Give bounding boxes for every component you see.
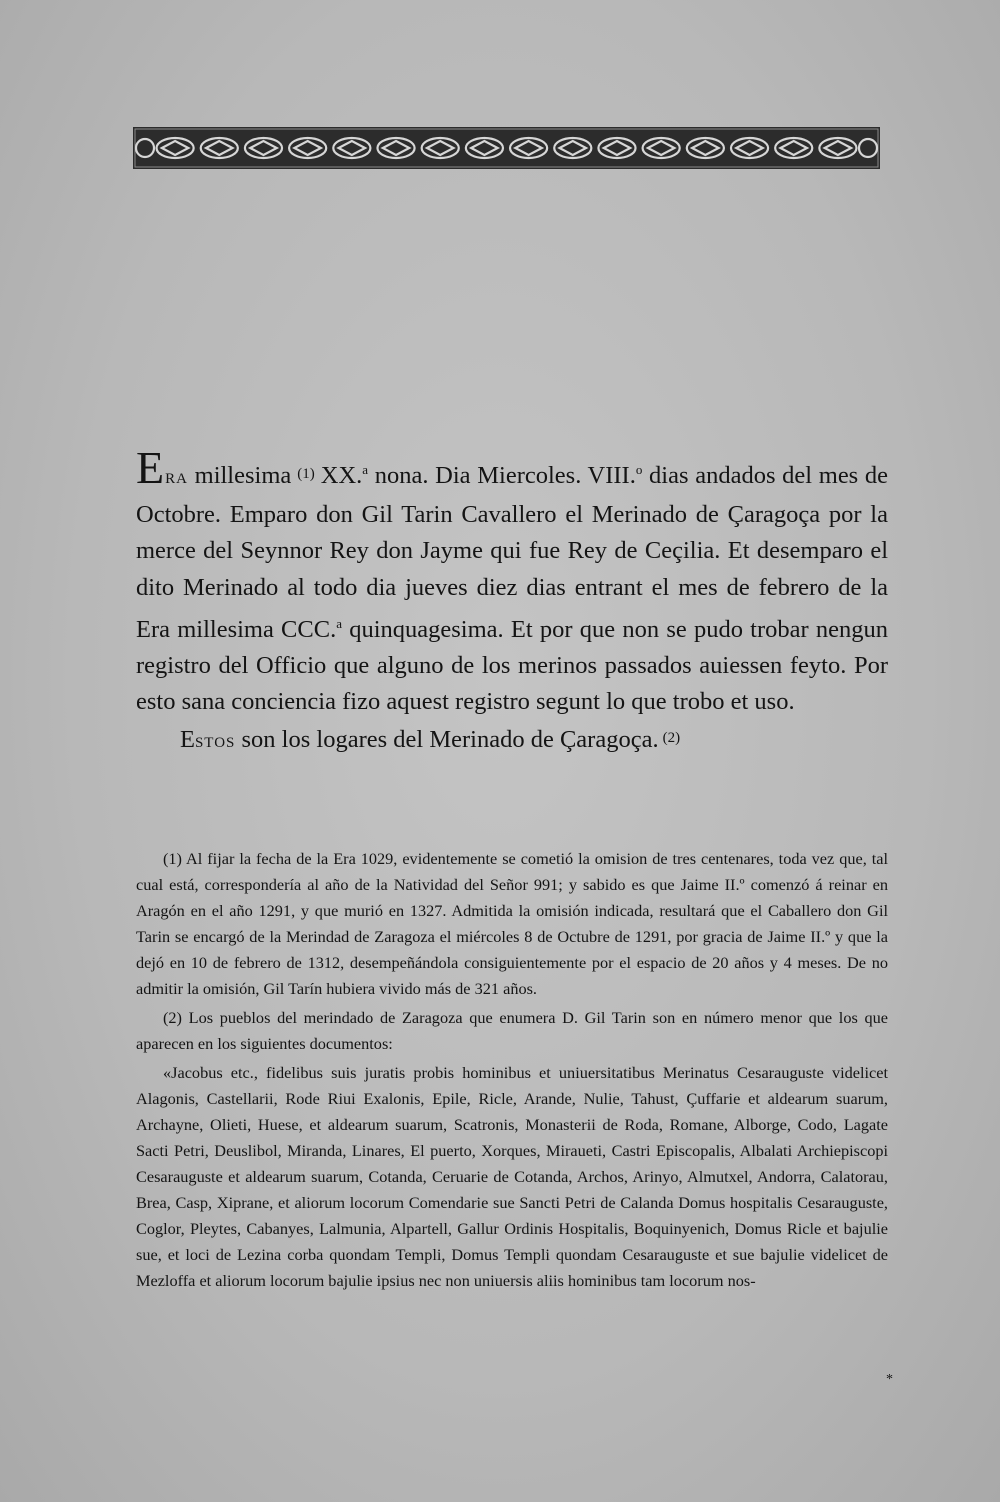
superscript-a-2: a [336,615,342,631]
p2-text: son los logares del Merinado de Çaragoça. [241,726,659,754]
ornamental-header-band [133,127,880,169]
p2-cap: E [180,726,195,754]
main-text [136,442,889,762]
p2-small-caps: STOS [194,735,236,752]
drop-cap: E [136,442,166,493]
superscript-a: a [362,462,369,477]
footnote-ref-2: (2) [662,730,681,747]
footnote-2-quote: «Jacobus etc., fidelibus suis juratis probis hominibus et uniuersitatibus Merinatus Cesarauguste videlicet Alagonis, Castellarii, Rode Riui Exalonis, Epile, Ricle, Arande, Nulie, Tahust, Çuffarie et aldearum suarum, Archayne, Olieti, Huese, et aldearum suarum, Scatronis, Monasterii de Roda, Romane, Alborge, Codo, Lagate Sacti Petri, Deuslibol, Miranda, Linares, El puerto, Xorques, Miraueti, Castri Episcopalis, Albalati Archiepiscopi Cesarauguste et aldearum suarum, Cotanda, Ceruarie de Cotanda, Archos, Arinyo, Almutxel, Andorra, Calatorau, Brea, Casp, Xiprane, et aliorum locorum Comendarie sue Sancti Petri de Calanda Domus hospitalis Cesarauguste, Coglor, Pleytes, Cabanyes, Lalmunia, Alpartell, Gallur Ordinis Hospitalis, Boquinyenich, Domus Ricle et bajulie sue, et loci de Lezina corba quondam Templi, Domus Templi quondam Cesarauguste et sue bajulie videlicet de Mezloffa et aliorum locorum bajulie ipsius nec non uniuersis aliis hominibus tam locorum nos- [136,1063,888,1290]
page-mark: * [886,1372,893,1387]
p1-text-b: XX. [320,462,363,489]
p1-text-d: dias andados del mes de Octobre. Emparo don Gil Tarin Cavallero el Merinado de Çaragoça por la merce del Seynnor Rey don Jayme qui fue Rey de Ceçilia. Et desemparo el dito Merinado al todo dia jueves diez dias entrant el mes de febrero de la Era millesima CCC. [136,462,889,643]
small-caps-opening: RA [165,471,188,487]
footnotes [136,846,888,1297]
paragraph-2 [136,720,888,761]
p1-text-e: quinquagesima. Et por que non se pudo trobar nengun registro del Officio que alguno de los merinos passados auiessen feyto. Por esto sana conciencia fizo aquest registro segunt lo que trobo et uso. [136,615,888,716]
superscript-o: o [635,462,643,477]
footnote-1: (1) Al fijar la fecha de la Era 1029, evidentemente se cometió la omision de tres centenares, toda vez que, tal cual está, correspondería al año de la Natividad del Señor 991; y sabido es que Jaime II.º comenzó á reinar en Aragón en el año 1291, y que murió en 1327. Admitida la omisión indicada, resultará que el Caballero don Gil Tarin se encargó de la Merindad de Zaragoza el miércoles 8 de Octubre de 1291, por gracia de Jaime II.º y que la dejó en 10 de febrero de 1312, desempeñándola consiguientemente por el espacio de 20 años y 4 meses. De no admitir la omisión, Gil Tarín hubiera vivido más de 321 años. [136,849,888,998]
footnote-2: (2) Los pueblos del merindado de Zaragoza que enumera D. Gil Tarin son en número menor que los que aparecen en los siguientes documentos: [136,1008,888,1053]
footnote-ref-1: (1) [297,466,315,482]
p1-text-a: millesima [194,462,292,489]
p1-text-c: nona. Dia Miercoles. VIII. [374,462,636,489]
paragraph-1 [136,442,889,720]
